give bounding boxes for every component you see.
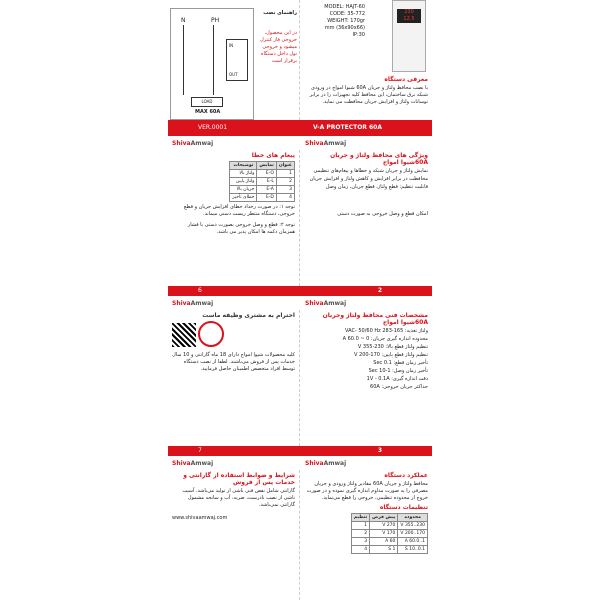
brand-logo-right: ShivaAmwaj: [305, 300, 347, 307]
feature-item: امکان قطع و وصل خروجی به صورت دستی: [337, 211, 428, 217]
warranty-column: [168, 310, 300, 446]
guarantee-stamp: [198, 321, 224, 347]
product-title: V-A PROTECTOR 60A: [312, 124, 382, 131]
device-screen: 230 12.5: [397, 9, 421, 23]
label-n: N: [181, 17, 186, 24]
spec-item: محدوده اندازه گیری جریان: 0 ~ 60.0 A: [342, 336, 428, 342]
intro-column: [301, 0, 432, 120]
specs-heading: مشخصات فنی محافظ ولتاژ وجریان 60Aشیوا امواج: [322, 312, 428, 326]
load-box: LOAD: [191, 97, 223, 107]
install-heading: راهنمای نصب: [263, 10, 297, 16]
settings-table: محدوده پیش فرض تنظیم 230..355 V 270 V 1 170..200 V 170 V 2 1..60.0 A 60 A 3 0.1..10 S 1 S 4: [351, 513, 428, 554]
spec-item: تأخیر زمان وصل: 1-10 Sec: [368, 368, 428, 374]
brand-logo-right: ShivaAmwaj: [305, 140, 347, 147]
title-bar: [168, 120, 432, 136]
warranty-text: کلیه محصولات شیوا امواج دارای 18 ماه گارانتی و 10 سال خدمات پس از فروش می‌باشند. لطفا از نصب دستگاه توسط افراد متخصص اطمینان حاصل فرمایید.: [172, 352, 295, 372]
operation-heading: عملکرد دستگاه: [384, 472, 428, 479]
website[interactable]: www.shivaamwaj.com: [172, 515, 228, 521]
table-row: 170..200 V 170 V 2: [351, 530, 427, 538]
spec-item: حداکثر جریان خروجی: 60A: [370, 384, 428, 390]
divider-bar: 6 2: [168, 286, 432, 296]
respect-heading: احترام به مشتری وظیفه ماست: [202, 312, 295, 319]
brand-logo-right: ShivaAmwaj: [305, 460, 347, 467]
operation-text: محافظ ولتاژ و جریان 60A مقادیر ولتاژ ورودی و جریان مصرفی را به صورت مداوم اندازه گیری نموده و در صورت خروج از محدوده تنظیمی، خروجی را قطع می‌نماید.: [306, 481, 428, 501]
conditions-column: [168, 470, 300, 600]
spec-item: تنظیم ولتاژ قطع بالا: 230-355 V: [357, 344, 428, 350]
note-1: توجه ۱: در صورت رخداد خطای افزایش جریان و قطع خروجی، دستگاه منتظر ریست دستی میماند.: [183, 204, 295, 217]
install-column: [168, 0, 300, 120]
brand-logo: ShivaAmwaj: [172, 140, 214, 147]
table-row: 4 E-D خطای تأخیر: [230, 194, 295, 202]
section-installation: [168, 0, 432, 120]
qr-code: [172, 323, 196, 347]
errors-column: [168, 150, 300, 286]
intro-heading: معرفی دستگاه: [384, 76, 428, 83]
features-column: [301, 150, 432, 286]
spec-item: دقت اندازه گیری: 1V - 0.1A: [366, 376, 428, 382]
table-row: 0.1..10 S 1 S 4: [351, 546, 427, 554]
brand-logo: ShivaAmwaj: [172, 300, 214, 307]
feature-item: قابلیت تنظیم: قطع ولتاژ، قطع جریان، زمان وصل: [325, 184, 428, 190]
label-ph: PH: [211, 17, 220, 24]
specs-column: [301, 310, 432, 446]
section-features: [168, 136, 432, 286]
spec-item: تأخیر زمان قطع: 0.1 Sec: [373, 360, 428, 366]
note-2: توجه ۲: قطع و وصل خروجی بصورت دستی با فشار همزمان دکمه ها امکان پذیر می باشد.: [187, 222, 295, 235]
spec-item: تنظیم ولتاژ قطع پایین: 170-200 V: [354, 352, 428, 358]
install-note: در این محصول، خروجی فاز کنترل میشود و خروجی نول داخل دستگاه برقرار است: [260, 30, 297, 64]
divider-bar: 7 3: [168, 446, 432, 456]
conditions-heading: شرایط و ضوابط استفاده از گارانتی و خدمات پس از فروش: [183, 472, 295, 486]
protector-symbol: IN OUT: [226, 39, 248, 81]
feature-item: نمایش ولتاژ و جریان شبکه و خطاها و پیغام‌های تنظیمی: [313, 168, 428, 174]
model-info: MODEL: HAJT-60 CODE: 35-772 WEIGHT: 170gr (36x90x66) mm IP:30: [324, 4, 365, 38]
brand-logo: ShivaAmwaj: [172, 460, 214, 467]
table-row: 2 E-L ولتاژ پایین: [230, 178, 295, 186]
table-row: 230..355 V 270 V 1: [351, 522, 427, 530]
errors-table: عنوان نمایش توضیحات 1 E-O ولتاژ بالا 2 E-L ولتاژ پایین 3 E-A جریان بالا 4 E-D خطای تأخیر: [229, 161, 295, 202]
feature-item: محافظت در برابر افزایش و کاهش ولتاژ و افزایش جریان: [309, 176, 428, 182]
spec-item: ولتاژ تغذیه: 165-283 VAC- 50/60 Hz: [345, 328, 428, 334]
version-code: VER.0001: [198, 124, 228, 131]
section-specs: [168, 296, 432, 446]
device-image: [392, 0, 426, 72]
settings-heading: تنظیمات دستگاه: [379, 504, 428, 511]
wiring-diagram: [170, 8, 254, 120]
max-label: MAX 60A: [195, 109, 221, 115]
table-row: 1..60.0 A 60 A 3: [351, 538, 427, 546]
section-operation: [168, 456, 432, 600]
conditions-text: گارانتی شامل نقص فنی ناشی از تولید می‌باشد. آسیب ناشی از نصب نادرست، ضربه، آب و سانحه مشمول گارانتی نمی‌باشد.: [182, 488, 295, 508]
table-row: 3 E-A جریان بالا: [230, 186, 295, 194]
table-row: 1 E-O ولتاژ بالا: [230, 170, 295, 178]
intro-text: با نصب محافظ ولتاژ و جریان 60A شیوا امواج در ورودی شبکه برق ساختمان، این محافظ کلیه تجهیزات را در برابر نوسانات ولتاژ و افزایش جریان محافظت می نماید.: [309, 85, 428, 105]
features-heading: ویژگی های محافظ ولتاژ و جریان 60Aشیوا امواج: [330, 152, 428, 166]
operation-column: [301, 470, 432, 600]
errors-heading: پیغام های خطا: [251, 152, 295, 159]
